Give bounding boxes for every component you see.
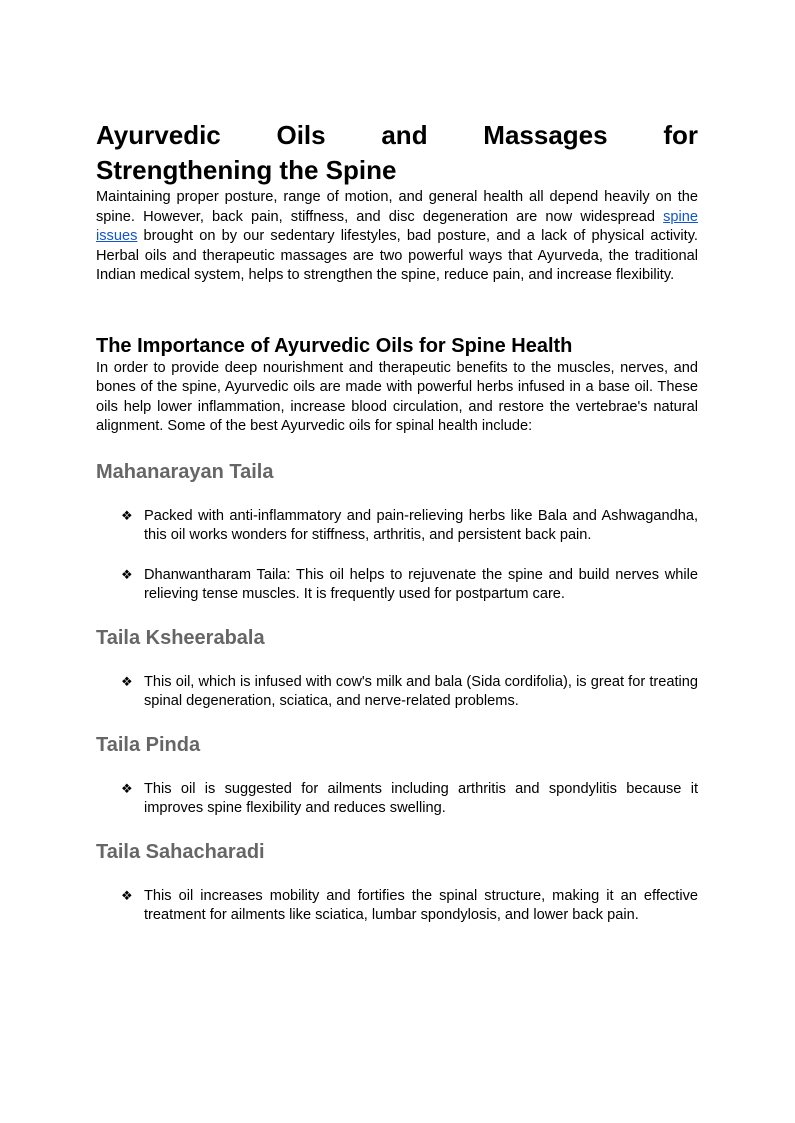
oil-bullet-list — [96, 780, 698, 819]
diamond-bullet-icon: ❖ — [121, 781, 133, 797]
diamond-bullet-icon: ❖ — [121, 674, 133, 690]
list-item — [96, 780, 698, 819]
list-item — [96, 887, 698, 926]
list-item-text: This oil increases mobility and fortifies the spinal structure, making it an effective treatment for ailments like sciatica, lumbar spondylosis, and lower back pain. — [144, 887, 698, 923]
list-item-text: This oil, which is infused with cow's milk and bala (Sida cordifolia), is great for treating spinal degeneration, sciatica, and nerve-related problems. — [144, 673, 698, 709]
section-intro-paragraph: In order to provide deep nourishment and therapeutic benefits to the muscles, nerves, and bones of the spine, Ayurvedic oils are made with powerful herbs infused in a base oil. These oils help lower inflammation, increase blood circulation, and restore the vertebrae's natural alignment. Some of the best Ayurvedic oils for spinal health include: — [96, 359, 698, 434]
list-item-text: This oil is suggested for ailments including arthritis and spondylitis because it improves spine flexibility and reduces swelling. — [144, 780, 698, 816]
page-title-line-1: Ayurvedic Oils and Massages for — [96, 120, 698, 150]
intro-text-after-link: brought on by our sedentary lifestyles, bad posture, and a lack of physical activity. Herbal oils and therapeutic massages are two powerful ways that Ayurveda, the traditional Indian medical system, helps to strengthen the spine, reduce pain, and increase flexibility. — [96, 228, 698, 283]
oil-heading-pinda: Taila Pinda — [96, 733, 201, 756]
list-item — [96, 566, 698, 605]
list-item — [96, 673, 698, 712]
diamond-bullet-icon: ❖ — [121, 888, 133, 904]
diamond-bullet-icon: ❖ — [121, 567, 133, 583]
oil-heading-sahacharadi: Taila Sahacharadi — [96, 840, 265, 863]
diamond-bullet-icon: ❖ — [121, 508, 133, 524]
oil-bullet-list — [96, 673, 698, 712]
list-item-text: Dhanwantharam Taila: This oil helps to rejuvenate the spine and build nerves while relieving tense muscles. It is frequently used for postpartum care. — [144, 566, 698, 602]
intro-text-before-link: Maintaining proper posture, range of motion, and general health all depend heavily on the spine. However, back pain, stiffness, and disc degeneration are now widespread — [96, 189, 698, 225]
intro-paragraph — [96, 188, 698, 286]
page-title-line-2: Strengthening the Spine — [96, 155, 397, 185]
oil-bullet-list — [96, 887, 698, 926]
oil-heading-ksheerabala: Taila Ksheerabala — [96, 626, 265, 649]
list-item-text: Packed with anti-inflammatory and pain-relieving herbs like Bala and Ashwagandha, this oil works wonders for stiffness, arthritis, and persistent back pain. — [144, 507, 698, 543]
page-title — [96, 118, 698, 188]
section-heading: The Importance of Ayurvedic Oils for Spine Health — [96, 334, 573, 357]
oil-heading-mahanarayan: Mahanarayan Taila — [96, 460, 274, 483]
list-item — [96, 507, 698, 546]
spine-issues-link[interactable]: spine issues — [96, 208, 698, 244]
oil-bullet-list — [96, 507, 698, 605]
